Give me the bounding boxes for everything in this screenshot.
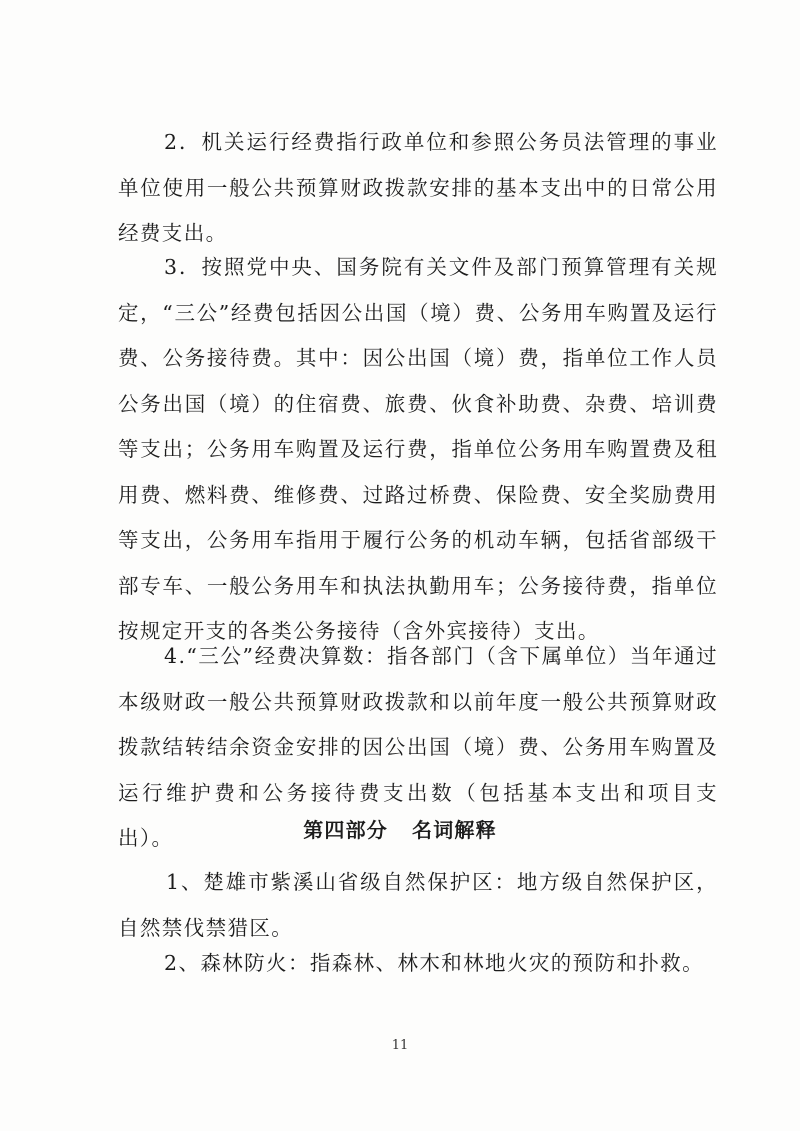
- section-part: 第四部分: [303, 818, 388, 842]
- paragraph-administrative-expenses: [118, 120, 718, 257]
- paragraph-three-public-expenses: [118, 245, 718, 655]
- term-forest-fire-prevention: [118, 941, 718, 987]
- page-number: 11: [391, 1038, 409, 1053]
- paragraph-text: 4.“三公”经费决算数：指各部门（含下属单位）当年通过本级财政一般公共预算财政拨款和以前年度一般公共预算财政拨款结转结余资金安排的因公出国（境）费、公务用车购置及运行维护费和公务接待费支出数（包括基本支出和项目支出）。: [118, 644, 718, 850]
- term-nature-reserve: [118, 860, 718, 951]
- paragraph-text: 3．按照党中央、国务院有关文件及部门预算管理有关规定，“三公”经费包括因公出国（境）费、公务用车购置及运行费、公务接待费。其中：因公出国（境）费，指单位工作人员公务出国（境）的住宿费、旅费、伙食补助费、杂费、培训费等支出；公务用车购置及运行费，指单位公务用车购置费及租用费、燃料费、维修费、过路过桥费、保险费、安全奖励费用等支出，公务用车指用于履行公务的机动车辆，包括省部级干部专车、一般公务用车和执法执勤用车；公务接待费，指单位按规定开支的各类公务接待（含外宾接待）支出。: [118, 255, 718, 643]
- paragraph-text: 2．机关运行经费指行政单位和参照公务员法管理的事业单位使用一般公共预算财政拨款安排的基本支出中的日常公用经费支出。: [118, 130, 718, 245]
- section-heading: [0, 814, 800, 843]
- section-title: 名词解释: [412, 818, 497, 842]
- term-text: 1、楚雄市紫溪山省级自然保护区：地方级自然保护区，自然禁伐禁猎区。: [118, 870, 718, 940]
- term-text: 2、森林防火：指森林、林木和林地火灾的预防和扑救。: [164, 951, 705, 975]
